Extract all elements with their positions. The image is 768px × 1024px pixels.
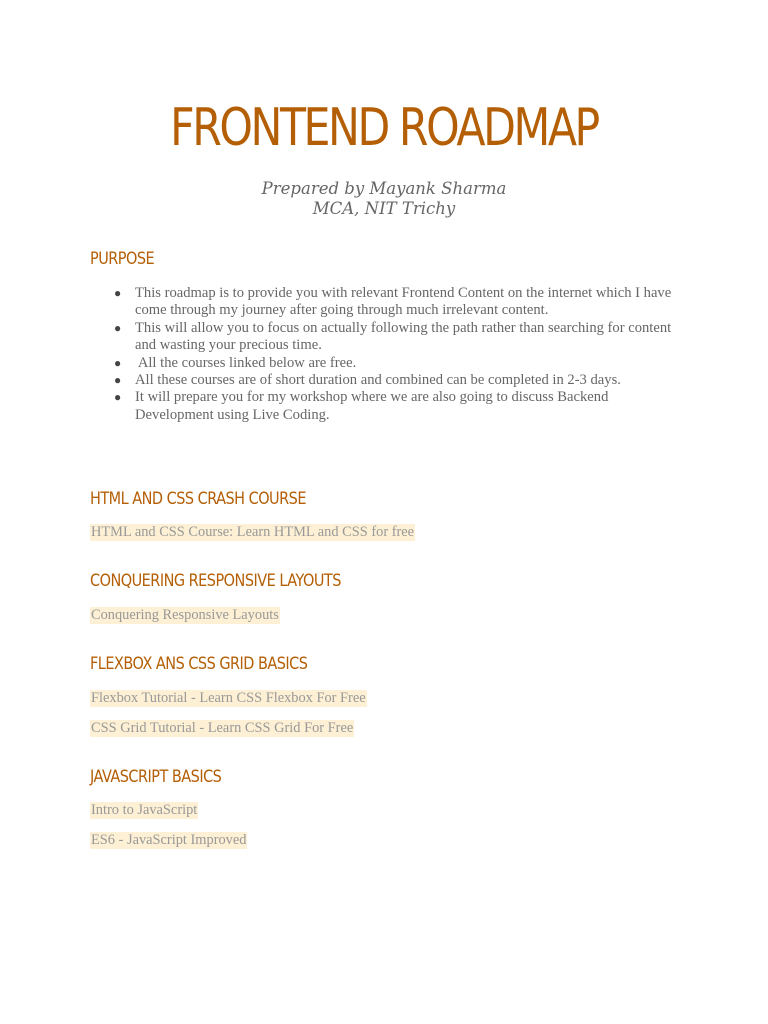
javascript-basics-heading: JAVASCRIPT BASICS xyxy=(90,767,222,787)
es6-javascript-link[interactable]: ES6 - JavaScript Improved xyxy=(91,832,247,848)
bullet-icon: ● xyxy=(114,286,122,300)
document-title: FRONTEND ROADMAP xyxy=(170,98,598,158)
bullet-icon: ● xyxy=(114,373,122,388)
bullet-icon: ● xyxy=(114,390,122,405)
affiliation-line: MCA, NIT Trichy xyxy=(312,199,456,218)
purpose-bullet xyxy=(90,389,690,424)
bullet-icon: ● xyxy=(114,355,122,370)
bullet-icon: ● xyxy=(114,320,122,335)
flexbox-tutorial-link[interactable]: Flexbox Tutorial - Learn CSS Flexbox For Free xyxy=(91,690,366,706)
flexbox-grid-heading: FLEXBOX ANS CSS GRID BASICS xyxy=(90,654,308,674)
purpose-bullet-text: This will allow you to focus on actually following the path rather than searching for content and wasting your precious time. xyxy=(135,319,672,354)
html-css-course-link[interactable]: HTML and CSS Course: Learn HTML and CSS for free xyxy=(91,524,415,540)
purpose-bullet-text: It will prepare you for my workshop where we are also going to discuss Backend Development using Live Coding. xyxy=(135,389,609,423)
purpose-list xyxy=(90,285,690,424)
intro-javascript-link[interactable]: Intro to JavaScript xyxy=(91,802,198,818)
responsive-layouts-heading: CONQUERING RESPONSIVE LAYOUTS xyxy=(90,571,341,591)
purpose-heading: PURPOSE xyxy=(90,249,155,269)
purpose-bullet-text: All these courses are of short duration and combined can be completed in 2-3 days. xyxy=(135,372,621,389)
css-grid-tutorial-link[interactable]: CSS Grid Tutorial - Learn CSS Grid For Free xyxy=(91,720,354,736)
purpose-bullet-text: This roadmap is to provide you with relevant Frontend Content on the internet which I have come through my journey after going through much irrelevant content. xyxy=(135,285,672,319)
purpose-bullet xyxy=(90,372,690,389)
responsive-layouts-link[interactable]: Conquering Responsive Layouts xyxy=(91,607,279,623)
purpose-bullet xyxy=(90,320,690,355)
purpose-bullet-text: All the courses linked below are free. xyxy=(135,354,357,371)
purpose-bullet xyxy=(90,285,690,320)
html-css-heading: HTML AND CSS CRASH COURSE xyxy=(90,489,306,509)
purpose-bullet xyxy=(90,355,690,372)
author-line: Prepared by Mayank Sharma xyxy=(261,179,507,198)
